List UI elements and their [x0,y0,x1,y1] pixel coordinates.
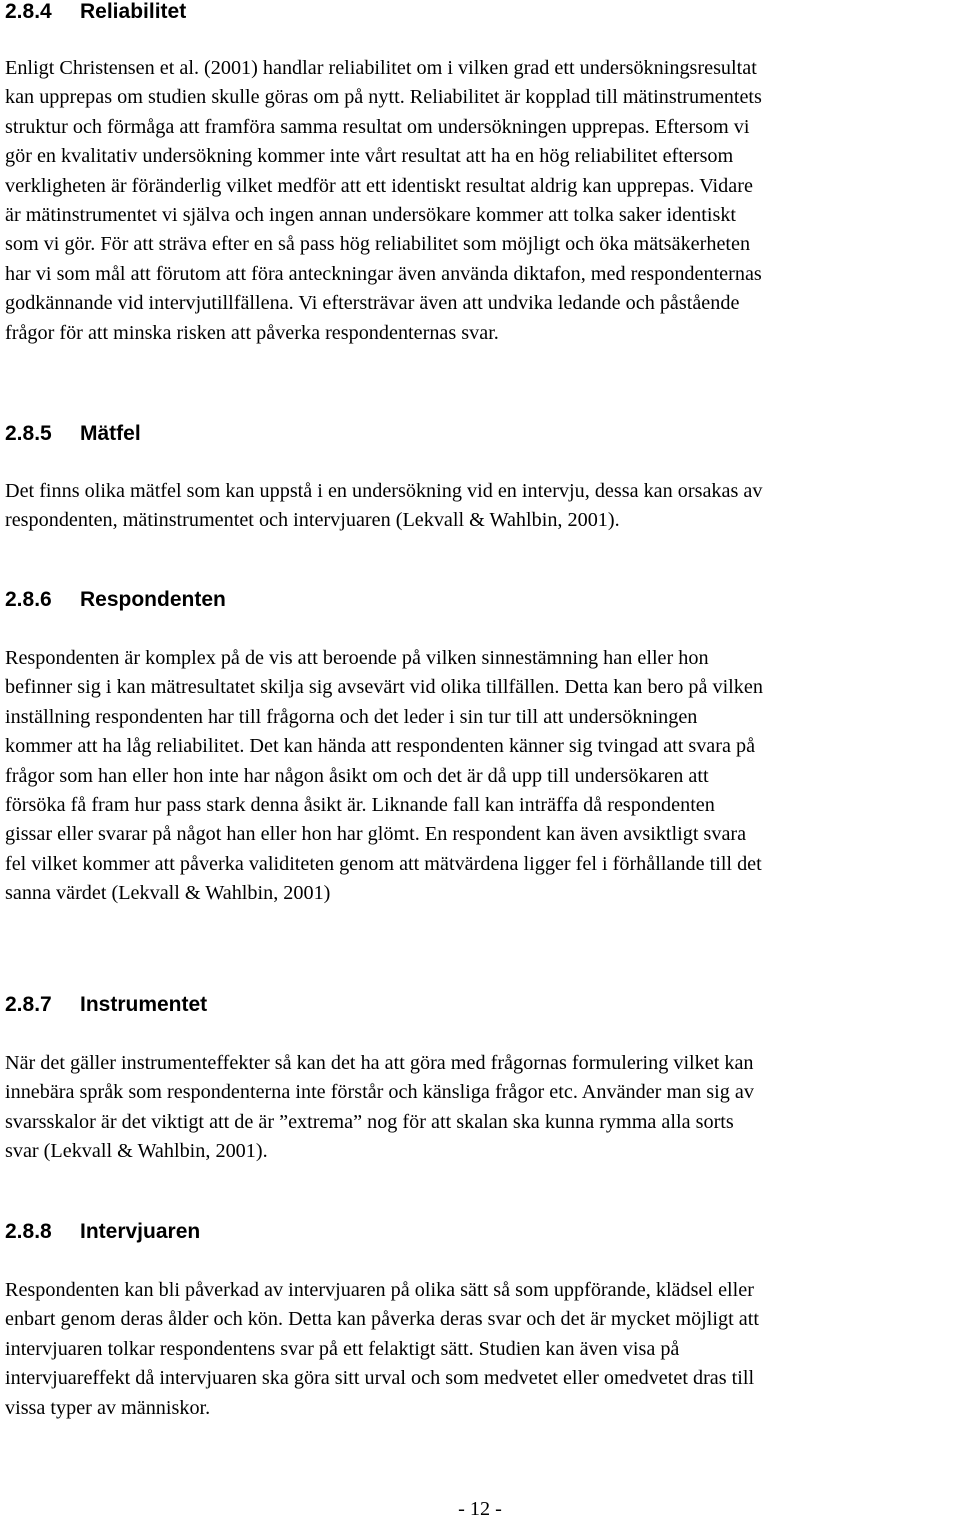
paragraph-reliabilitet [5,54,955,348]
text-line: intervjuaren tolkar respondentens svar på ett felaktigt sätt. Studien kan även visa på [5,1337,680,1360]
text-line: intervjuareffekt då intervjuaren ska göra sitt urval och som medvetet eller omedvetet dras till [5,1367,755,1390]
text-line: När det gäller instrumenteffekter så kan det ha att göra med frågornas formulering vilket kan [5,1052,754,1074]
section-title: Intervjuaren [80,1220,201,1243]
section-heading-intervjuaren [5,1220,200,1244]
text-line: gissar eller svarar på något han eller hon har glömt. En respondent kan även avsiktligt svara [5,823,747,846]
section-heading-matfel [5,422,141,446]
text-line: frågor för att minska risken att påverka respondenternas svar. [5,321,499,344]
text-line: sanna värdet (Lekvall & Wahlbin, 2001) [5,882,331,905]
section-title: Mätfel [80,422,141,445]
text-line: svarsskalor är det viktigt att de är ”extrema” nog för att skalan ska kunna rymma alla sorts [5,1110,734,1133]
text-line: kommer att ha låg reliabilitet. Det kan hända att respondenten känner sig tvingad att svara på [5,735,756,758]
text-line: Respondenten är komplex på de vis att beroende på vilken sinnestämning han eller hon [5,647,709,669]
text-line: respondenten, mätinstrumentet och intervjuaren (Lekvall & Wahlbin, 2001). [5,509,620,532]
text-line: Enligt Christensen et al. (2001) handlar reliabilitet om i vilken grad ett undersökningsresultat [5,57,757,79]
text-line: frågor som han eller hon inte har någon åsikt om och det är då upp till undersökaren att [5,764,709,787]
section-title: Respondenten [80,588,226,611]
section-number: 2.8.7 [5,993,52,1016]
section-heading-respondenten [5,588,226,612]
section-title: Instrumentet [80,993,208,1016]
text-line: kan upprepas om studien skulle göras om på nytt. Reliabilitet är kopplad till mätinstrumentets [5,86,762,109]
text-line: innebära språk som respondenterna inte förstår och känsliga frågor etc. Använder man sig av [5,1081,754,1104]
text-line: har vi som mål att förutom att föra anteckningar även använda diktafon, med respondenternas [5,262,762,285]
section-title: Reliabilitet [80,0,187,23]
section-heading-instrumentet [5,993,207,1017]
section-number: 2.8.8 [5,1220,52,1243]
section-number: 2.8.4 [5,0,52,23]
text-line: inställning respondenten har till frågorna och det leder i sin tur till att undersökningen [5,705,698,728]
page-number: - 12 - [458,1498,502,1520]
text-line: fel vilket kommer att påverka validiteten genom att mätvärdena ligger fel i förhållande till det [5,852,762,875]
text-line: verkligheten är föränderlig vilket medför att ett identiskt resultat aldrig kan upprepas. Vidare [5,174,753,197]
text-line: enbart genom deras ålder och kön. Detta kan påverka deras svar och det är mycket möjligt att [5,1308,759,1331]
section-number: 2.8.5 [5,422,52,445]
text-line: Det finns olika mätfel som kan uppstå i en undersökning vid en intervju, dessa kan orsakas av [5,480,763,502]
text-line: vissa typer av människor. [5,1396,211,1419]
text-line: Respondenten kan bli påverkad av intervjuaren på olika sätt så som uppförande, klädsel eller [5,1279,754,1301]
text-line: försöka få fram hur pass stark denna åsikt är. Liknande fall kan inträffa då respondenten [5,794,715,817]
section-heading-reliabilitet [5,0,186,24]
text-line: som vi gör. För att sträva efter en så pass hög reliabilitet som möjligt och öka mätsäkerheten [5,233,751,256]
text-line: struktur och förmåga att framföra samma resultat om undersökningen upprepas. Eftersom vi [5,115,750,138]
paragraph-respondenten [5,644,955,909]
paragraph-intervjuaren [5,1276,955,1423]
text-line: är mätinstrumentet vi själva och ingen annan undersökare kommer att tolka saker identiskt [5,204,737,227]
section-number: 2.8.6 [5,588,52,611]
text-line: befinner sig i kan mätresultatet skilja sig avsevärt vid olika tillfällen. Detta kan bero på vilken [5,676,763,699]
paragraph-instrumentet [5,1049,955,1167]
text-line: godkännande vid intervjutillfällena. Vi eftersträvar även att undvika ledande och påstående [5,292,740,315]
text-line: gör en kvalitativ undersökning kommer inte vårt resultat att ha en hög reliabilitet eftersom [5,145,734,168]
paragraph-matfel [5,477,955,536]
text-line: svar (Lekvall & Wahlbin, 2001). [5,1140,268,1163]
